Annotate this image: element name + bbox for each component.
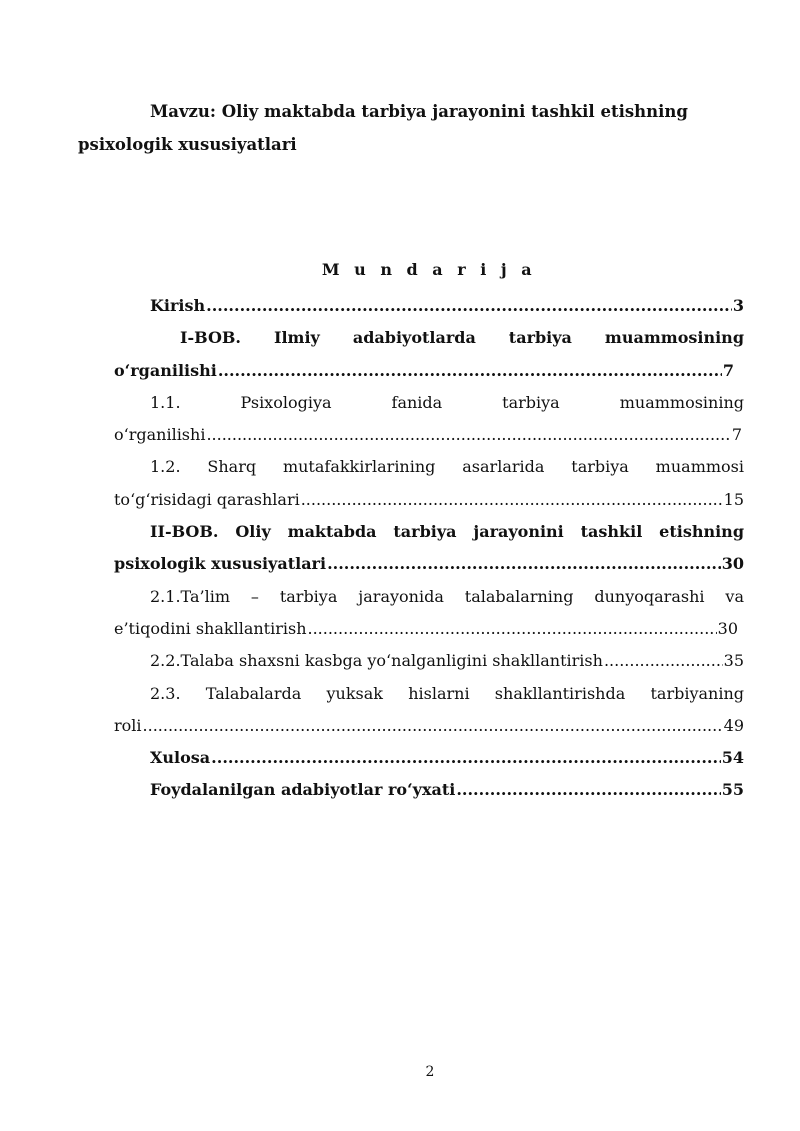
- toc-entry-title: Xulosa: [150, 748, 211, 768]
- table-of-contents: [114, 290, 744, 807]
- toc-entry-title: 1.1. Psixologiya fanida tarbiya muammosining: [150, 392, 744, 412]
- toc-entry-title: 1.2. Sharq mutafakkirlarining asarlarida tarbiya muammosi: [150, 457, 744, 477]
- toc-leader-dots: [604, 645, 723, 677]
- toc-entry-xulosa[interactable]: [114, 742, 744, 774]
- contents-title: M u n d a r i j a: [321, 260, 537, 279]
- toc-page-number: 7: [731, 425, 742, 445]
- toc-entry-title: 2.2.Talaba shaxsni kasbga yo‘nalganligini shakllantirish: [150, 651, 603, 671]
- toc-entry-title-continued: o‘rganilishi: [114, 425, 206, 445]
- toc-entry-title-continued: to‘g‘risidagi qarashlari: [114, 489, 300, 509]
- toc-entry-section-1-2[interactable]: [114, 451, 744, 516]
- toc-entry-title: Kirish: [150, 296, 206, 315]
- toc-entry-title-continued: roli: [114, 715, 142, 735]
- toc-page-number: 30: [717, 618, 738, 638]
- toc-entry-section-1-1[interactable]: [114, 387, 744, 452]
- toc-page-number: 49: [723, 715, 744, 735]
- toc-leader-dots: [308, 613, 717, 645]
- toc-entry-section-2-2[interactable]: [114, 645, 744, 677]
- toc-leader-dots: [218, 355, 722, 387]
- toc-leader-dots: [327, 548, 721, 580]
- toc-entry-title: II-BOB. Oliy maktabda tarbiya jarayonini tashkil etishning: [150, 522, 744, 542]
- toc-entry-references[interactable]: [114, 774, 744, 806]
- toc-page-number: 35: [723, 651, 744, 671]
- toc-entry-kirish[interactable]: [114, 290, 744, 322]
- toc-page-number: 7: [722, 360, 734, 380]
- page-number-footer: 2: [425, 1064, 435, 1080]
- toc-entry-section-2-3[interactable]: [114, 678, 744, 743]
- toc-leader-dots: [206, 419, 730, 451]
- toc-page-number: 54: [721, 748, 744, 768]
- toc-page-number: 30: [721, 554, 744, 574]
- topic-line-2: psixologik xususiyatlari: [78, 135, 297, 154]
- toc-entry-title-continued: e’tiqodini shakllantirish: [114, 618, 307, 638]
- toc-entry-title: Foydalanilgan adabiyotlar ro‘yxati: [150, 780, 456, 800]
- toc-leader-dots: [211, 742, 721, 774]
- topic-line-1: Mavzu: Oliy maktabda tarbiya jarayonini tashkil etishning: [150, 102, 688, 121]
- toc-entry-title-continued: psixologik xususiyatlari: [114, 554, 327, 574]
- toc-page-number: 55: [721, 780, 744, 800]
- toc-leader-dots: [301, 484, 723, 516]
- toc-entry-section-2-1[interactable]: [114, 581, 744, 646]
- topic-heading: [78, 95, 744, 161]
- toc-leader-dots: [206, 290, 732, 322]
- toc-entry-title: I-BOB. Ilmiy adabiyotlarda tarbiya muammosining: [180, 328, 744, 348]
- toc-page-number: 3: [732, 296, 744, 315]
- toc-entry-title: 2.1.Ta’lim – tarbiya jarayonida talabalarning dunyoqarashi va: [150, 586, 744, 606]
- toc-entry-title-continued: o‘rganilishi: [114, 360, 217, 380]
- toc-entry-title: 2.3. Talabalarda yuksak hislarni shakllantirishda tarbiyaning: [150, 683, 744, 703]
- toc-page-number: 15: [723, 489, 744, 509]
- toc-leader-dots: [456, 774, 720, 806]
- toc-leader-dots: [143, 710, 723, 742]
- toc-entry-chapter-2[interactable]: [114, 516, 744, 581]
- toc-entry-chapter-1[interactable]: [114, 322, 744, 387]
